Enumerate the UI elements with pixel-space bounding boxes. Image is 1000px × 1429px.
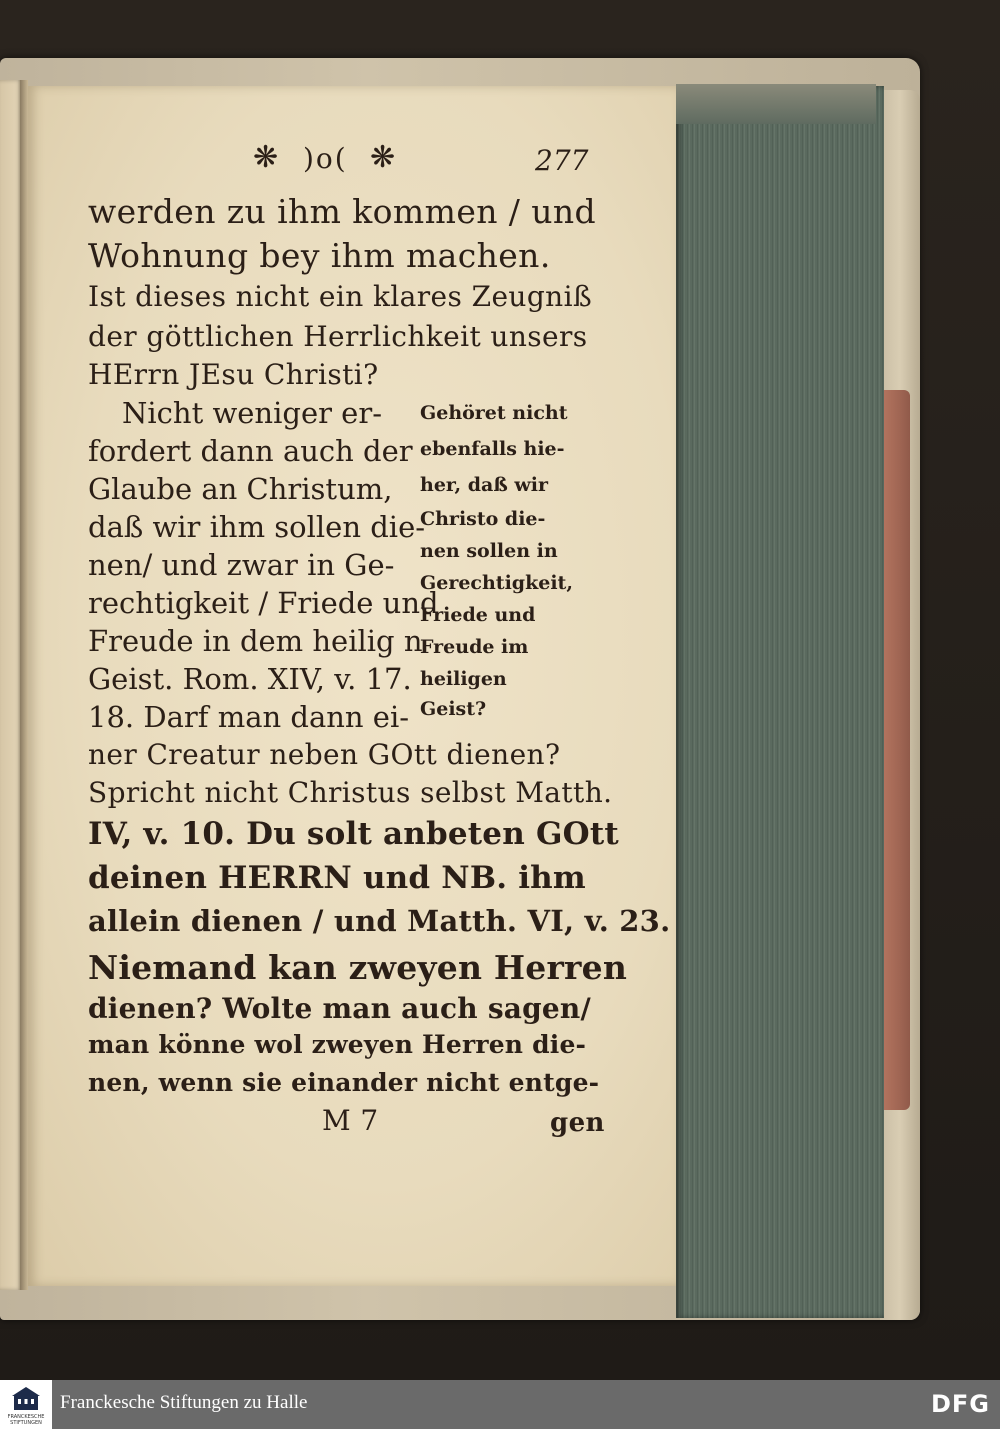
text-line: man könne wol zweyen Herren die- xyxy=(88,1030,587,1059)
text-line: Niemand kan zweyen Herren xyxy=(88,948,628,987)
catchword: gen xyxy=(550,1108,605,1138)
text-line: rechtigkeit / Friede und xyxy=(88,586,439,620)
text-line: dienen? Wolte man auch sagen/ xyxy=(88,992,591,1025)
page-number: 277 xyxy=(535,144,589,177)
margin-note-line: her, daß wir xyxy=(420,474,548,496)
fore-edge xyxy=(676,86,884,1318)
text-line: deinen HERRN und NB. ihm xyxy=(88,860,586,896)
text-line: der göttlichen Herrlichkeit unsers xyxy=(88,320,588,353)
text-line: fordert dann auch der xyxy=(88,434,413,468)
footer-bar xyxy=(0,1380,1000,1429)
margin-note-line: Gerechtigkeit, xyxy=(420,572,573,594)
margin-note-line: nen sollen in xyxy=(420,540,558,562)
margin-note-line: Christo die- xyxy=(420,508,546,530)
institution-title[interactable]: Franckesche Stiftungen zu Halle xyxy=(60,1392,308,1413)
ornament-left-icon: ❋ xyxy=(253,140,279,175)
text-line: daß wir ihm sollen die- xyxy=(88,510,426,544)
text-line: werden zu ihm kommen / und xyxy=(88,192,597,231)
text-line: HErrn JEsu Christi? xyxy=(88,358,379,391)
margin-note-line: Friede und xyxy=(420,604,536,626)
building-icon xyxy=(10,1386,42,1412)
franckesche-logo[interactable] xyxy=(0,1380,52,1429)
text-line: 18. Darf man dann ei- xyxy=(88,700,410,734)
text-line: Freude in dem heilig n xyxy=(88,624,423,658)
ornament-right-icon: ❋ xyxy=(370,140,396,175)
text-line: Ist dieses nicht ein klares Zeugniß xyxy=(88,280,593,313)
gutter xyxy=(20,80,28,1290)
fore-edge-top xyxy=(676,84,876,124)
margin-note-line: Gehöret nicht xyxy=(420,402,568,424)
left-page-edge xyxy=(0,80,22,1290)
margin-note-line: Geist? xyxy=(420,698,487,720)
margin-note-line: ebenfalls hie- xyxy=(420,438,565,460)
logo-caption: FRANCKESCHE STIFTUNGEN xyxy=(7,1414,45,1426)
text-line: Geist. Rom. XIV, v. 17. xyxy=(88,662,412,696)
signature-mark: M 7 xyxy=(322,1104,379,1137)
text-line: IV, v. 10. Du solt anbeten GOtt xyxy=(88,816,619,852)
text-line: Wohnung bey ihm machen. xyxy=(88,236,551,275)
text-line: Nicht weniger er- xyxy=(122,396,383,430)
ornament-middle: )o( xyxy=(303,142,348,175)
running-header xyxy=(245,140,605,176)
text-line: Spricht nicht Christus selbst Matth. xyxy=(88,776,613,809)
text-line: nen, wenn sie einander nicht entge- xyxy=(88,1068,600,1097)
margin-note-line: Freude im xyxy=(420,636,529,658)
text-line: ner Creatur neben GOtt dienen? xyxy=(88,738,561,771)
text-line: Glaube an Christum, xyxy=(88,472,393,506)
dfg-logo[interactable]: DFG xyxy=(930,1390,990,1418)
text-line: allein dienen / und Matth. VI, v. 23. xyxy=(88,904,671,938)
margin-note-line: heiligen xyxy=(420,668,507,690)
text-line: nen/ und zwar in Ge- xyxy=(88,548,395,582)
